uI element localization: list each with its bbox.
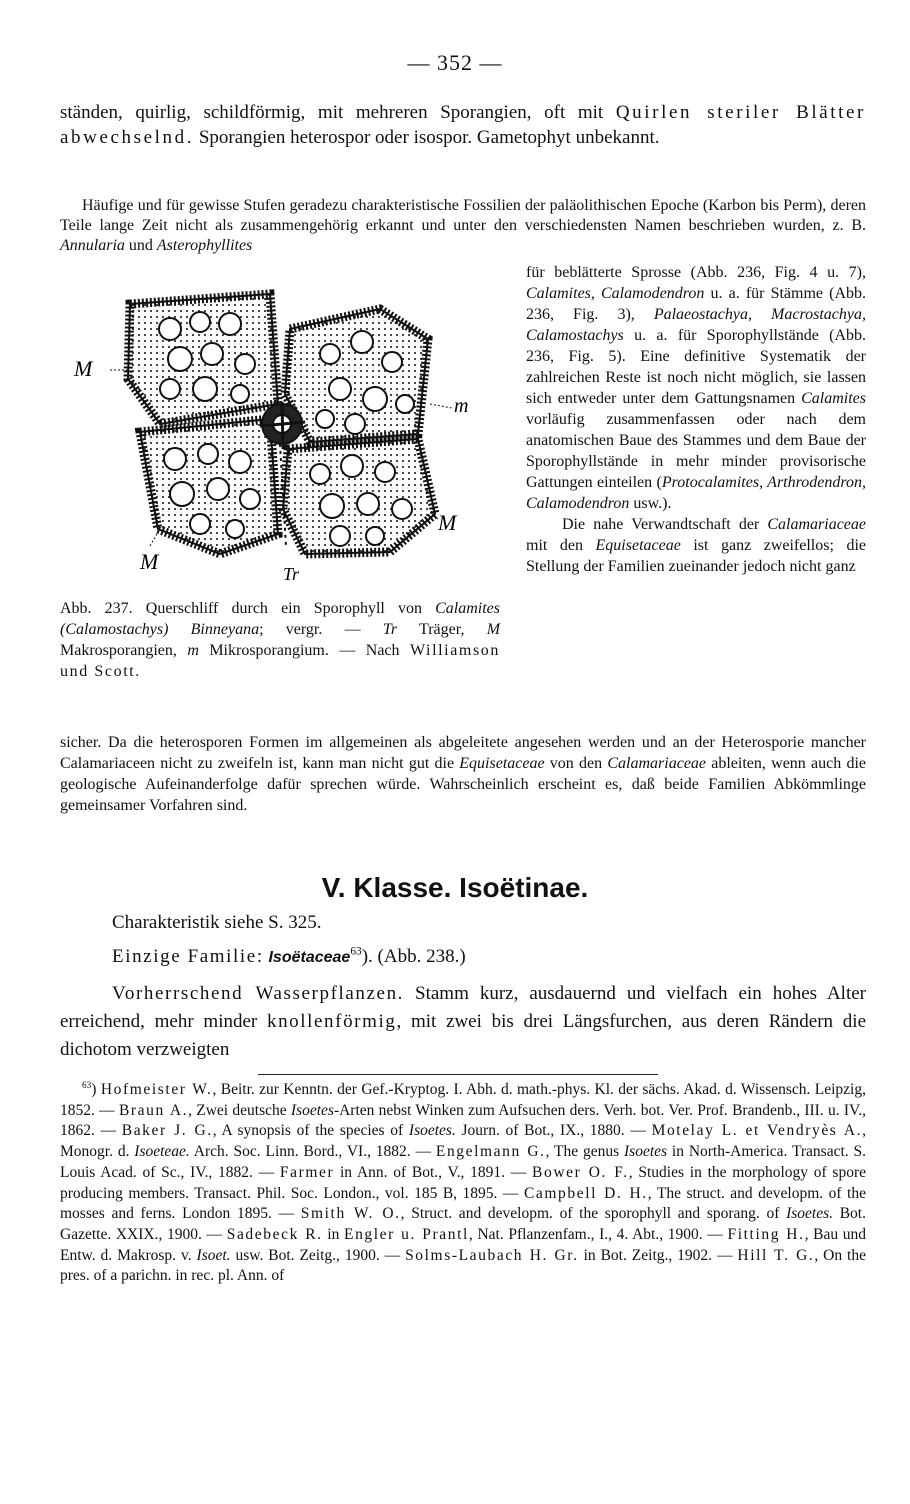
taxon-name: Calamites (Calamostachys) Binneyana <box>60 600 500 638</box>
author-names: Williamson und Scott. <box>60 642 500 680</box>
text-run: u. a. für Stämme (Abb. 236, Fig. 3), <box>526 285 867 323</box>
spaced-text: knollenförmig <box>266 1011 397 1032</box>
footnote-rule <box>258 1074 658 1075</box>
text-run: Mikrosporangium. — Nach <box>198 642 410 659</box>
taxon-name: Annularia <box>60 237 125 254</box>
characteristic-line: Charakteristik siehe S. 325. <box>112 912 322 933</box>
text-run: usw.). <box>629 495 672 512</box>
author-name: Hofmeister W. <box>100 1081 213 1098</box>
right-column-paragraph-2 <box>526 514 866 577</box>
author-name: Fitting H. <box>727 1225 805 1243</box>
right-column-text <box>526 262 866 577</box>
figure-caption <box>60 598 500 682</box>
text-run: Bot. Gazette. XXIX., 1900. — <box>60 1205 866 1243</box>
text-run: Abb. 237. Querschliff durch ein Sporophyll von <box>60 600 436 617</box>
author-name: Engler u. Prantl <box>344 1225 469 1243</box>
text-run: , Studies in the morphology of spore producing members. Transact. Phil. Soc. London., vol. 185 B, 1895. — <box>60 1163 866 1202</box>
author-name: Campbell D. H. <box>523 1184 648 1202</box>
author-name: Solms-Laubach H. Gr. <box>405 1246 579 1264</box>
author-name: Sadebeck R. <box>226 1225 323 1243</box>
taxon-name: Isoetes. <box>408 1122 456 1140</box>
text-run: , A synopsis of the species of <box>212 1122 409 1140</box>
text-run: ableiten, wenn auch die geologische Aufeinanderfolge dafür sprechen würde. Wahrscheinlich erscheint es, daß beide Familien Abkömmlinge gemeinsamer Vorfahren sind. <box>60 755 867 814</box>
family-name: Isoëtaceae <box>268 949 351 966</box>
text-run: usw. Bot. Zeitg., 1900. — <box>230 1246 406 1264</box>
text-run: ). (Abb. 238.) <box>361 946 466 967</box>
text-run: ) <box>91 1081 101 1098</box>
figure-label-M-left: M <box>74 356 93 381</box>
text-run: , Monogr. d. <box>60 1122 867 1161</box>
text-run: in Ann. of Bot., V., 1891. — <box>334 1163 533 1181</box>
figure-label-M-right: M <box>438 510 457 535</box>
taxon-name: Calamites <box>801 390 866 407</box>
text-run: , The genus <box>545 1143 625 1161</box>
text-run: , The struct. and developm. of the mosses and ferns. London 1895. — <box>60 1184 866 1223</box>
author-name: Bower O. F. <box>532 1163 629 1181</box>
footnote-ref: 63 <box>350 945 362 958</box>
text-run: ; vergr. — <box>259 621 383 638</box>
taxon-name: Asterophyllites <box>156 237 253 254</box>
text-run: in <box>322 1225 344 1243</box>
text-run: sicher. Da die heterosporen Formen im allgemeinen als abgeleitete angesehen werden und an der Heterosporie mancher Calamariaceen nicht zu zweifeln ist, kann man nicht gut die <box>60 734 866 772</box>
text-run: ständen, quirlig, schildförmig, mit mehreren Sporangien, oft mit <box>60 102 616 123</box>
figure-label-m: m <box>454 395 469 417</box>
taxon-name: Calamariaceae <box>767 516 866 533</box>
text-run: von den <box>544 755 608 772</box>
paragraph-1 <box>60 100 866 150</box>
figure-label-M-bottom: M <box>140 549 159 574</box>
text-run: ist ganz zweifellos; die Stellung der Familien zueinander jedoch nicht ganz <box>526 537 867 575</box>
paragraph-2 <box>60 196 866 256</box>
right-column-paragraph <box>526 262 866 514</box>
text-run: Journ. of Bot., IX., 1880. — <box>455 1122 652 1140</box>
text-run: , Bau und Entw. d. Makrosp. v. <box>60 1225 867 1264</box>
text-run: vorläufig zusammenfassen oder nach dem anatomischen Baue des Stammes und dem Baue der Sporophyllstände in mehr minder provisorische Gattungen einteilen ( <box>526 411 866 491</box>
text-run: in North-America. Transact. S. Louis Acad. of Sc., IV., 1882. — <box>60 1143 866 1181</box>
text-run: Sporangien heterospor oder isospor. Gametophyt unbekannt. <box>194 127 660 148</box>
paragraph-3 <box>60 732 866 816</box>
taxon-name: Equisetaceae <box>595 537 681 554</box>
text-run: , mit zwei bis drei Längsfurchen, aus deren Rändern die dichotom verzweigten <box>60 1011 867 1060</box>
author-name: Motelay L. et Vendryès A. <box>651 1122 863 1140</box>
text-run: u. a. für Sporophyllstände (Abb. 236, Fig. 5). Eine definitive Systematik der zahlreichen Reste ist noch nicht möglich, sie lassen sich entweder unter dem Gattungsnamen <box>526 327 866 407</box>
text-run: in Bot. Zeitg., 1902. — <box>578 1246 738 1264</box>
text-run: Träger, <box>397 621 487 638</box>
text-run: für beblätterte Sprosse (Abb. 236, Fig. 4 u. 7), <box>526 264 866 281</box>
paragraph-4 <box>60 980 866 1064</box>
page-number: — 352 — <box>407 50 503 75</box>
abbrev: M <box>486 621 501 638</box>
text-run: Einzige Familie: <box>112 946 264 967</box>
author-name: Braun A. <box>118 1101 189 1119</box>
author-name: Engelmann G. <box>435 1143 546 1161</box>
text-run: Häufige und für gewisse Stufen geradezu charakteristische Fossilien der paläolithischen Epoche (Karbon bis Perm), deren Teile lange Zeit nicht als zusammengehörig erkannt und unter den verschiedensten Namen beschrieben wurden, z. B. <box>60 197 866 234</box>
footnote-63 <box>60 1080 866 1287</box>
text-run: Die nahe Verwandtschaft der <box>562 516 768 533</box>
figure-label-Tr: Tr <box>283 564 300 584</box>
text-run: Stamm kurz, ausdauernd und vielfach ein hohes Alter erreichend, mehr minder <box>60 983 866 1032</box>
text-run: , Struct. and developm. of the sporophyll and sporang. of <box>400 1205 787 1223</box>
text-run: , Nat. Pflanzenfam., I., 4. Abt., 1900. — <box>468 1225 728 1243</box>
text-run: , Zwei deutsche <box>188 1101 291 1119</box>
text-run: , On the pres. of a parichn. in rec. pl. Ann. of <box>60 1246 866 1285</box>
author-name: Hill T. G. <box>737 1246 815 1264</box>
figure-237 <box>74 284 500 584</box>
taxon-name: Isoet. <box>196 1246 231 1264</box>
author-name: Farmer <box>279 1163 335 1181</box>
taxon-name: Isoeteae. <box>134 1143 190 1161</box>
taxon-name: Calamariaceae <box>607 755 707 772</box>
author-name: Baker J. G. <box>121 1122 213 1140</box>
family-line <box>112 946 466 968</box>
footnote-mark: 63 <box>82 1080 92 1091</box>
text-run: -Arten nebst Winken zum Aufsuchen ders. Verh. bot. Ver. Prof. Brandenb., III. u. IV., 1862. — <box>60 1101 867 1140</box>
author-name: Smith W. O. <box>300 1205 401 1223</box>
spaced-text: Quirlen steriler Blätter abwechselnd. <box>60 102 866 148</box>
taxon-name: Isoetes. <box>786 1205 834 1223</box>
abbrev: Tr <box>382 621 398 638</box>
text-run: , Beitr. zur Kenntn. der Gef.-Kryptog. I. Abh. d. math.-phys. Kl. der sächs. Akad. d. Wissensch. Leipzig, 1852. — <box>60 1081 866 1119</box>
abbrev: m <box>187 642 199 659</box>
taxon-name: Isoetes <box>290 1101 334 1119</box>
section-heading: V. Klasse. Isoëtinae. <box>321 872 589 903</box>
taxon-name: Protocalamites, Arthrodendron, Calamodendron <box>526 474 866 512</box>
text-run: Arch. Soc. Linn. Bord., VI., 1882. — <box>189 1143 436 1161</box>
spaced-text: Vorherrschend Wasserpflanzen. <box>112 983 405 1004</box>
taxon-name: Palaeostachya, Macrostachya, Calamostachys <box>526 306 866 344</box>
taxon-name: Equisetaceae <box>459 755 545 772</box>
taxon-name: Calamites, Calamodendron <box>526 285 705 302</box>
taxon-name: Isoetes <box>624 1143 668 1161</box>
text-run: mit den <box>526 537 596 554</box>
text-run: Makrosporangien, <box>60 642 188 659</box>
sporophyll-cross-section-illustration <box>74 284 500 584</box>
text-run: und <box>124 237 157 254</box>
